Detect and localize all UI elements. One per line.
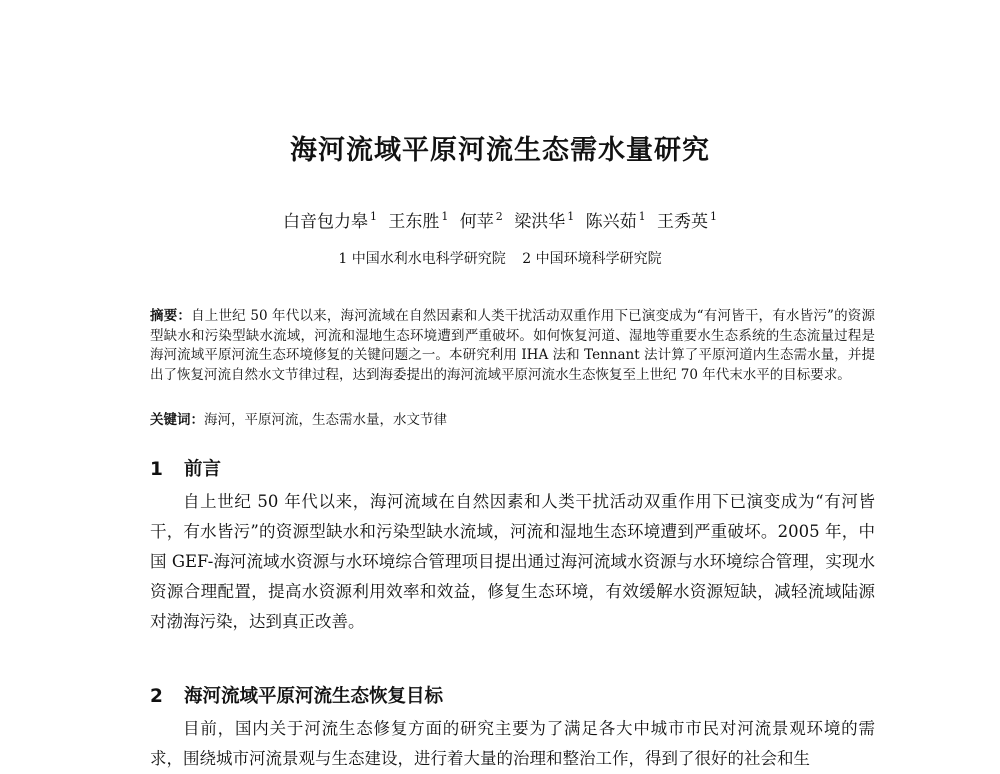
author (514, 212, 574, 232)
abstract-label: 摘要： (150, 308, 192, 324)
author (657, 212, 717, 232)
keywords (150, 411, 875, 430)
author-name: 梁洪华 (514, 212, 566, 232)
author-affiliation-mark: 2 (495, 210, 503, 224)
section-body-restoration-goals: 目前，国内关于河流生态修复方面的研究主要为了满足各大中城市市民对河流景观环境的需求，围绕城市河流景观与生态建设，进行着大量的治理和整治工作，得到了很好的社会和生 (150, 719, 875, 768)
author-affiliation-mark: 1 (369, 210, 377, 224)
keywords-label: 关键词： (150, 412, 204, 428)
section-number: 2 (150, 686, 163, 707)
section-title: 前言 (184, 459, 222, 480)
affiliation: 1 中国水利水电科学研究院 (338, 251, 506, 267)
author (283, 212, 377, 232)
abstract (150, 307, 875, 385)
author-list (0, 207, 1000, 232)
author-name: 王东胜 (388, 212, 440, 232)
section-heading-restoration-goals (150, 682, 443, 708)
keywords-text: 海河，平原河流，生态需水量，水文节律 (204, 412, 447, 428)
section-number: 1 (150, 459, 163, 480)
author-affiliation-mark: 1 (441, 210, 449, 224)
author-name: 王秀英 (657, 212, 709, 232)
author (388, 212, 448, 232)
author-name: 白音包力皋 (282, 212, 368, 232)
paper-title: 海河流域平原河流生态需水量研究 (290, 135, 710, 166)
author (460, 212, 503, 232)
affiliation: 2 中国环境科学研究院 (522, 251, 662, 267)
section-title: 海河流域平原河流生态恢复目标 (184, 686, 444, 707)
abstract-text: 自上世纪 50 年代以来，海河流域在自然因素和人类干扰活动双重作用下已演变成为“有河皆干，有水皆污”的资源型缺水和污染型缺水流域，河流和湿地生态环境遭到严重破坏。如何恢复河道、湿地等重要水生态系统的生态流量过程是海河流域平原河流生态环境修复的关键问题之一。本研究利用 IHA 法和 Tennant 法计算了平原河道内生态需水量，并提出了恢复河流自然水文节律过程，达到海委提出的海河流域平原河流水生态恢复至上世纪 70 年代末水平的目标要求。 (150, 308, 876, 383)
author-affiliation-mark: 1 (710, 210, 718, 224)
author-name: 陈兴茹 (585, 212, 637, 232)
section-heading-introduction (150, 455, 221, 481)
author-affiliation-mark: 1 (638, 210, 646, 224)
author (586, 212, 646, 232)
author-affiliation-mark: 1 (567, 210, 575, 224)
affiliations (0, 248, 1000, 268)
section-body-introduction: 自上世纪 50 年代以来，海河流域在自然因素和人类干扰活动双重作用下已演变成为“有河皆干，有水皆污”的资源型缺水和污染型缺水流域，河流和湿地生态环境遭到严重破坏。2005 年，中国 GEF-海河流域水资源与水环境综合管理项目提出通过海河流域水资源与水环境综合管理，实现水资源合理配置，提高水资源利用效率和效益，修复生态环境，有效缓解水资源短缺，减轻流域陆源对渤海污染，达到真正改善。 (150, 492, 875, 631)
author-name: 何苹 (459, 212, 494, 232)
